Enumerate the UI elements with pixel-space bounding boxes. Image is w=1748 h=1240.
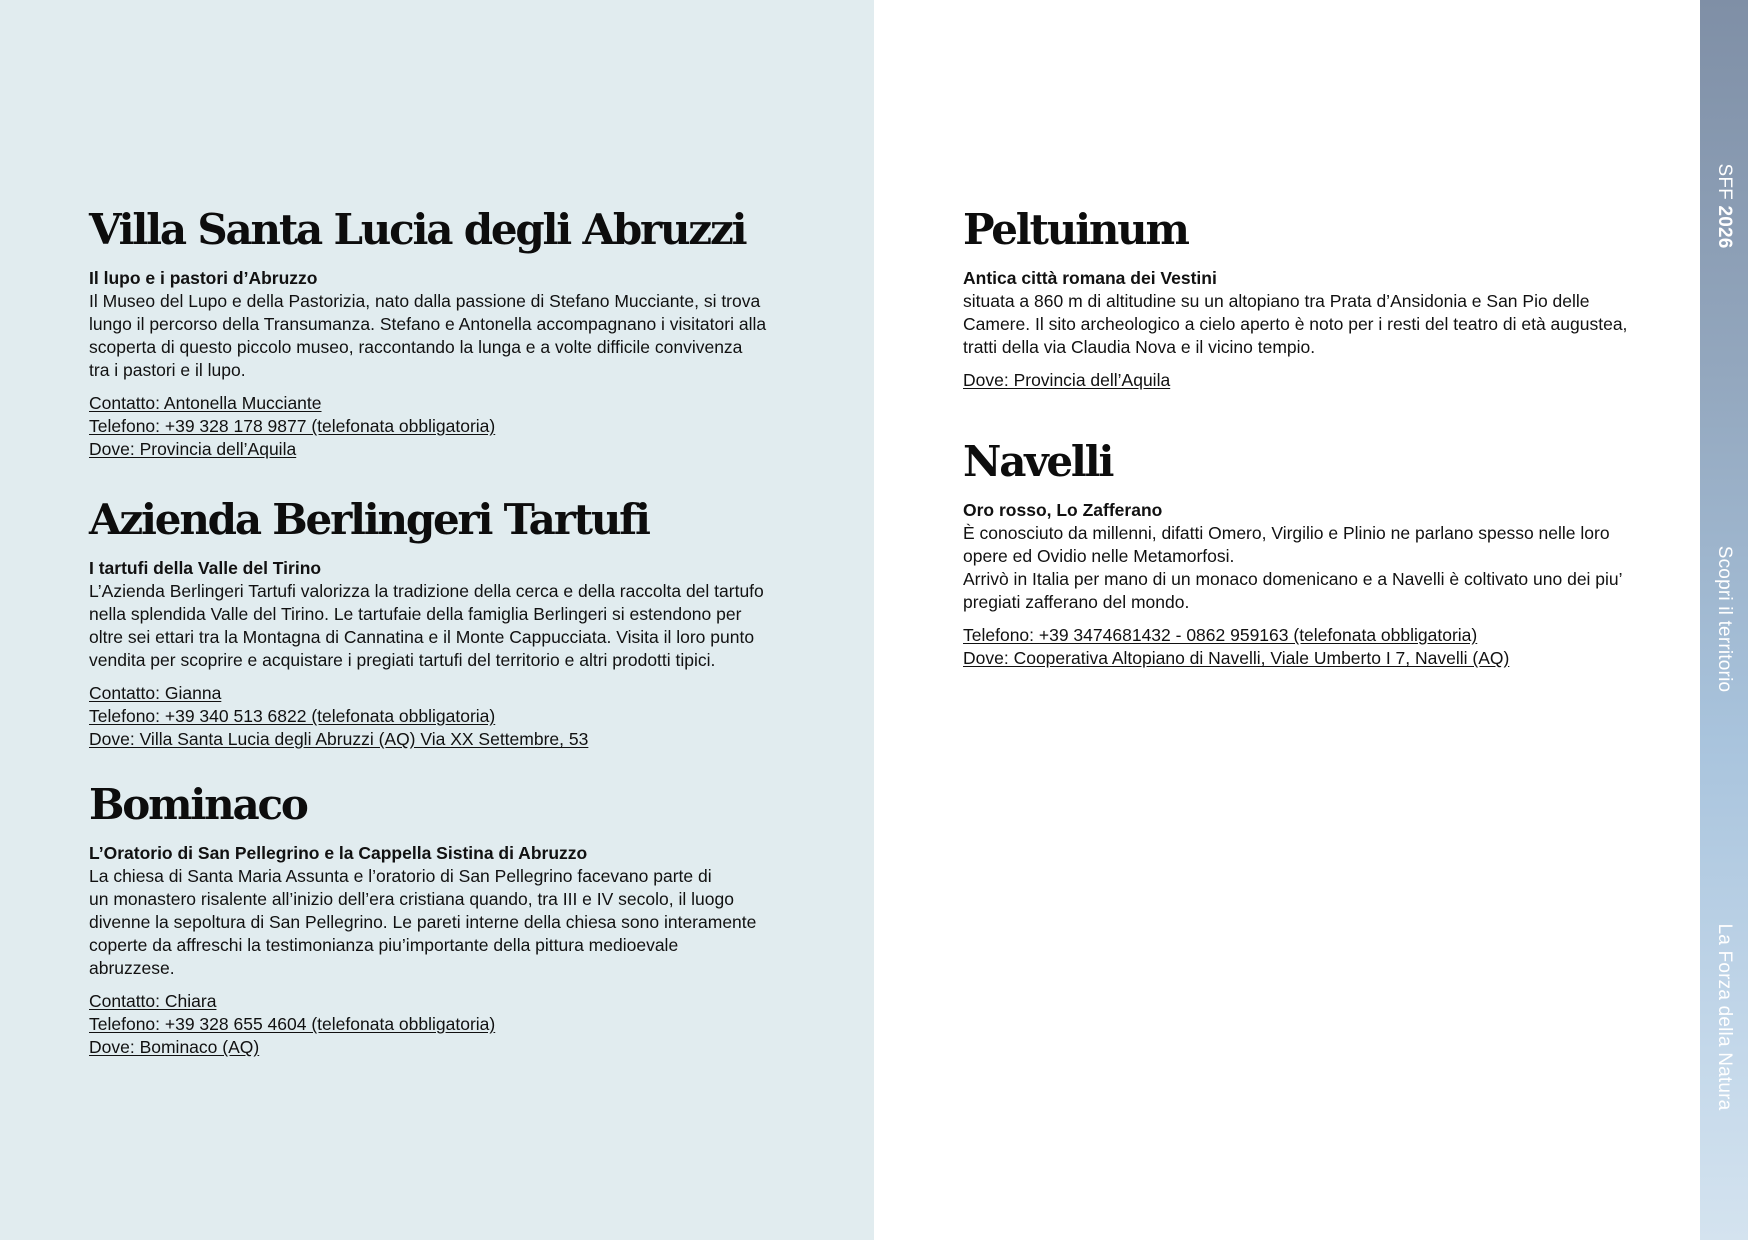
entry-title: Bominaco [89, 780, 307, 829]
sidebar-section-label: Scopri il territorio [1714, 545, 1735, 693]
phone-link[interactable]: Telefono: +39 328 178 9877 (telefonata obbligatoria) [89, 416, 496, 436]
sidebar-brand-prefix: SFF [1714, 163, 1735, 206]
entry-description: situata a 860 m di altitudine su un altopiano tra Prata d’Ansidonia e San Pio delle Camere. Il sito archeologico a cielo aperto è noto per i resti del teatro di età augustea, tratti della via Claudia Nova e il vicino tempio. [963, 291, 1628, 357]
sidebar-brand [1713, 163, 1735, 248]
entry-title: Navelli [963, 437, 1113, 486]
contact-name-link[interactable]: Contatto: Gianna [89, 683, 222, 703]
contact-name-link[interactable]: Contatto: Chiara [89, 991, 217, 1011]
phone-link[interactable]: Telefono: +39 3474681432 - 0862 959163 (telefonata obbligatoria) [963, 625, 1478, 645]
entry-subtitle: I tartufi della Valle del Tirino [89, 558, 322, 578]
entry-title: Peltuinum [963, 205, 1188, 254]
phone-link[interactable]: Telefono: +39 328 655 4604 (telefonata obbligatoria) [89, 1014, 496, 1034]
sidebar-brand-year: 2026 [1714, 205, 1735, 249]
entry-subtitle: Oro rosso, Lo Zafferano [963, 500, 1163, 520]
entry-description: L’Azienda Berlingeri Tartufi valorizza la tradizione della cerca e della raccolta del tartufo nella splendida Valle del Tirino. Le tartufaie della famiglia Berlingeri si estendono per oltre sei ettari tra la Montagna di Cannatina e il Monte Cappucciata. Visita il loro punto vendita per scoprire e acquistare i pregiati tartufi del territorio e altri prodotti tipici. [89, 581, 764, 670]
entry-title: Azienda Berlingeri Tartufi [89, 495, 649, 544]
entry-title: Villa Santa Lucia degli Abruzzi [89, 205, 746, 254]
entry-contacts [963, 369, 1663, 392]
entry-villa-santa-lucia [89, 205, 809, 461]
entry-contacts [963, 624, 1663, 670]
contact-name-link[interactable]: Contatto: Antonella Mucciante [89, 393, 322, 413]
entry-bominaco [89, 780, 809, 1059]
entry-subtitle: Il lupo e i pastori d’Abruzzo [89, 268, 318, 288]
location-link[interactable]: Dove: Villa Santa Lucia degli Abruzzi (AQ) Via XX Settembre, 53 [89, 729, 589, 749]
entry-contacts [89, 392, 809, 461]
entry-description: È conosciuto da millenni, difatti Omero, Virgilio e Plinio ne parlano spesso nelle loro opere ed Ovidio nelle Metamorfosi. Arrivò in Italia per mano di un monaco domenicano e a Navelli è coltivato uno dei piu’ pregiati zafferano del mondo. [963, 523, 1623, 612]
phone-link[interactable]: Telefono: +39 340 513 6822 (telefonata obbligatoria) [89, 706, 496, 726]
entry-contacts [89, 682, 809, 751]
location-link[interactable]: Dove: Bominaco (AQ) [89, 1037, 260, 1057]
location-link[interactable]: Dove: Provincia dell’Aquila [963, 370, 1171, 390]
entry-peltuinum [963, 205, 1663, 392]
sidebar-series-label: La Forza della Natura [1714, 923, 1735, 1111]
entry-contacts [89, 990, 809, 1059]
entry-description: La chiesa di Santa Maria Assunta e l’oratorio di San Pellegrino facevano parte di un monastero risalente all’inizio dell’era cristiana quando, tra III e IV secolo, il luogo divenne la sepoltura di San Pellegrino. Le pareti interne della chiesa sono interamente coperte da affreschi la testimonianza piu’importante della pittura medioevale abruzzese. [89, 866, 757, 978]
entry-subtitle: Antica città romana dei Vestini [963, 268, 1217, 288]
entry-subtitle: L’Oratorio di San Pellegrino e la Cappella Sistina di Abruzzo [89, 843, 588, 863]
entry-navelli [963, 437, 1663, 670]
entry-azienda-berlingeri [89, 495, 809, 751]
location-link[interactable]: Dove: Cooperativa Altopiano di Navelli, Viale Umberto I 7, Navelli (AQ) [963, 648, 1510, 668]
entry-description: Il Museo del Lupo e della Pastorizia, nato dalla passione di Stefano Mucciante, si trova lungo il percorso della Transumanza. Stefano e Antonella accompagnano i visitatori alla scoperta di questo piccolo museo, raccontando la lunga e a volte difficile convivenza tra i pastori e il lupo. [89, 291, 767, 380]
location-link[interactable]: Dove: Provincia dell’Aquila [89, 439, 297, 459]
